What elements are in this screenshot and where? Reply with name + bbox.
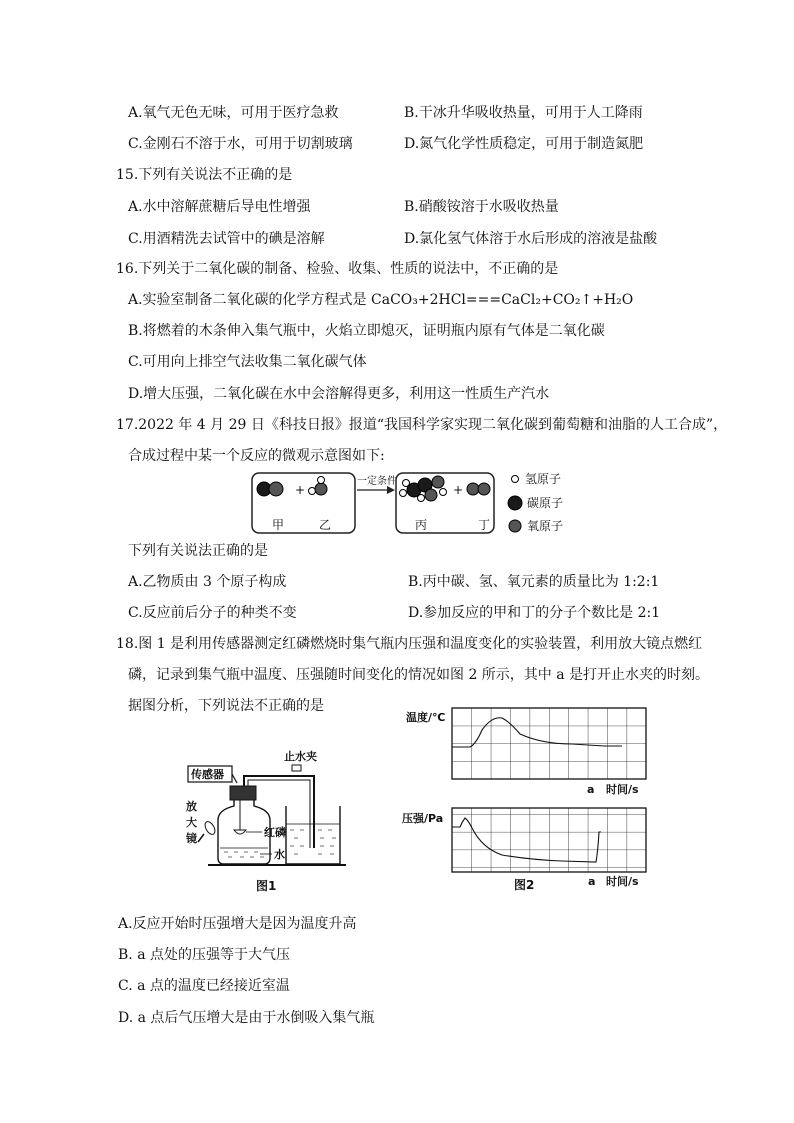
clamp-icon: [292, 765, 301, 771]
hydrogen-atom-icon: [400, 490, 407, 497]
pressure-time-label: 时间/s: [606, 875, 639, 888]
q17-option-c: C.反应前后分子的种类不变: [128, 605, 297, 621]
plus-left: +: [295, 483, 306, 497]
oxygen-atom-icon: [467, 483, 479, 495]
oxygen-atom-icon: [315, 483, 327, 495]
q16-option-d: D.增大压强，二氧化碳在水中会溶解得更多，利用这一性质生产汽水: [128, 386, 550, 402]
reactants-box: [252, 473, 355, 533]
temp-graph-grid: [452, 708, 646, 779]
q15-option-c: C.用酒精洗去试管中的碘是溶解: [128, 231, 325, 247]
arrow-icon: [387, 486, 395, 494]
q18-stem-line3: 据图分析，下列说法不正确的是: [128, 698, 324, 714]
label-jia: 甲: [272, 518, 285, 532]
combustion-spoon-icon: [234, 830, 246, 834]
lens-label-1: 放: [186, 800, 197, 813]
label-yi: 乙: [319, 518, 332, 532]
q16-option-b: B.将燃着的木条伸入集气瓶中，火焰立即熄灭，证明瓶内原有气体是二氧化碳: [128, 323, 605, 339]
q14-option-d: D.氮气化学性质稳定，可用于制造氮肥: [404, 136, 644, 152]
q17-stem-line1: 17.2022 年 4 月 29 日《科技日报》报道“我国科学家实现二氧化碳到葡萄糖和油脂的人工合成”，: [116, 417, 728, 433]
q15-option-a: A.水中溶解蔗糖后导电性增强: [128, 199, 311, 215]
figure-2-graphs: [402, 700, 642, 900]
oxygen-atom-icon: [269, 482, 283, 496]
legend-carbon: 碳原子: [527, 496, 564, 510]
q16-stem: 16.下列关于二氧化碳的制备、检验、收集、性质的说法中，不正确的是: [116, 261, 559, 277]
fig1-caption: 图1: [256, 879, 277, 893]
q18-option-d: D. a 点后气压增大是由于水倒吸入集气瓶: [118, 1010, 375, 1026]
reaction-condition: 一定条件: [357, 476, 397, 487]
q17-stem-line2: 合成过程中某一个反应的微观示意图如下:: [128, 448, 385, 464]
q14-option-a: A.氧气无色无味，可用于医疗急救: [128, 105, 339, 121]
q15-stem: 15.下列有关说法不正确的是: [116, 167, 293, 183]
hydrogen-atom-icon: [440, 489, 447, 496]
q16-option-a: A.实验室制备二氧化碳的化学方程式是 CaCO₃+2HCl===CaCl₂+CO₂↑+H₂O: [128, 292, 634, 308]
q18-option-a: A.反应开始时压强增大是因为温度升高: [118, 916, 357, 932]
hydrogen-legend-icon: [512, 476, 519, 483]
carbon-legend-icon: [508, 496, 522, 510]
q18-option-c: C. a 点的温度已经接近室温: [118, 978, 290, 994]
q15-option-d: D.氯化氢气体溶于水后形成的溶液是盐酸: [404, 231, 658, 247]
hydrogen-atom-icon: [309, 488, 316, 495]
pressure-a-mark: a: [588, 875, 596, 888]
lens-label-3: 镜: [186, 832, 197, 845]
q17-option-a: A.乙物质由 3 个原子构成: [128, 574, 287, 590]
oxygen-atom-icon: [432, 476, 444, 488]
temp-time-label: 时间/s: [606, 783, 639, 796]
q17-option-d: D.参加反应的甲和丁的分子个数比是 2:1: [408, 605, 661, 621]
reaction-diagram: [245, 468, 595, 540]
magnifier-icon: [203, 820, 217, 836]
q17-option-b: B.丙中碳、氢、氧元素的质量比为 1:2:1: [408, 574, 660, 590]
figure-1-apparatus: [180, 748, 355, 898]
q15-option-b: B.硝酸铵溶于水吸收热量: [404, 199, 559, 215]
pressure-graph-grid: [452, 808, 646, 872]
fig2-caption: 图2: [514, 878, 535, 892]
q14-option-b: B.干冰升华吸收热量，可用于人工降雨: [404, 105, 643, 121]
label-bing: 丙: [415, 518, 428, 532]
oxygen-legend-icon: [509, 520, 521, 532]
legend-hydrogen: 氢原子: [525, 472, 562, 486]
q18-stem-line1: 18.图 1 是利用传感器测定红磷燃烧时集气瓶内压强和温度变化的实验装置，利用放大镜点燃红: [116, 636, 703, 652]
q14-option-c: C.金刚石不溶于水，可用于切割玻璃: [128, 136, 353, 152]
label-ding: 丁: [478, 518, 491, 532]
q16-option-c: C.可用向上排空气法收集二氧化碳气体: [128, 354, 367, 370]
q18-option-b: B. a 点处的压强等于大气压: [118, 947, 290, 963]
legend-oxygen: 氧原子: [527, 519, 564, 533]
clamp-label: 止水夹: [284, 750, 317, 763]
stopper: [230, 786, 256, 800]
temp-a-mark: a: [587, 783, 595, 796]
oxygen-atom-icon: [425, 489, 437, 501]
lens-label-2: 大: [186, 816, 197, 829]
water-label: 水: [274, 848, 285, 861]
temp-axis-label: 温度/℃: [406, 711, 446, 724]
phosphorus-label: 红磷: [264, 826, 286, 839]
q17-prompt: 下列有关说法正确的是: [128, 543, 268, 559]
hydrogen-atom-icon: [418, 495, 425, 502]
plus-right: +: [453, 483, 464, 497]
oxygen-atom-icon: [478, 483, 490, 495]
q18-stem-line2: 磷，记录到集气瓶中温度、压强随时间变化的情况如图 2 所示，其中 a 是打开止水夹的时刻。: [128, 667, 710, 683]
sensor-label: 传感器: [191, 768, 224, 781]
hydrogen-atom-icon: [318, 477, 325, 484]
pressure-axis-label: 压强/Pa: [402, 812, 444, 825]
